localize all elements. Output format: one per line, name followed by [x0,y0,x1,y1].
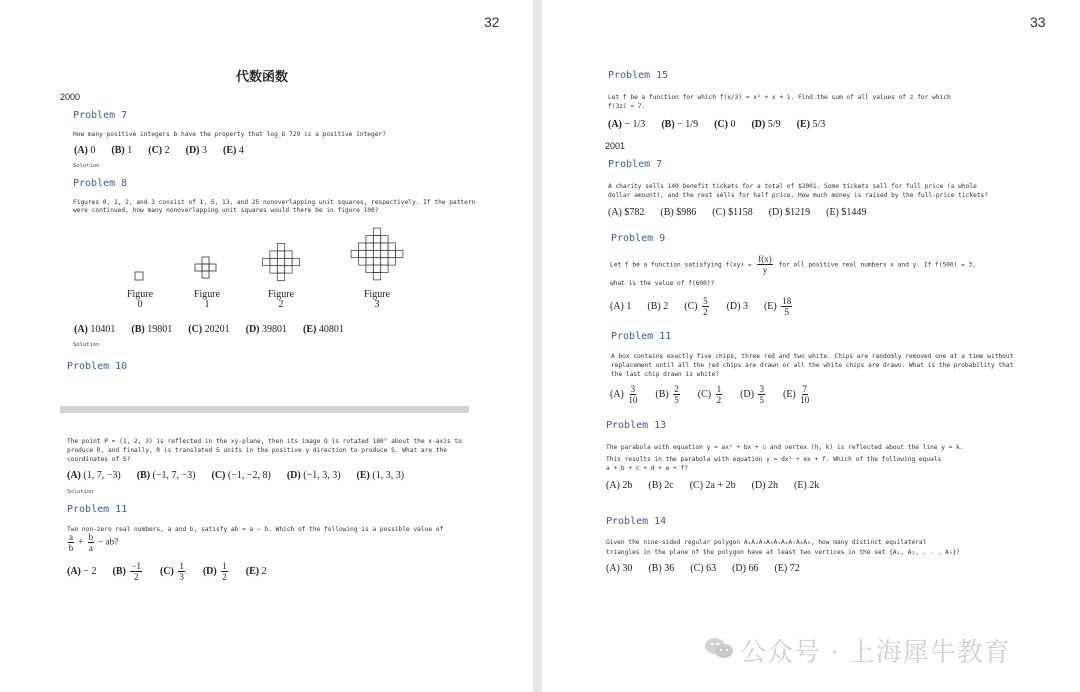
problem-title[interactable]: Problem 7 [73,110,128,121]
year-label: 2001 [605,141,626,151]
year-label: 2000 [60,92,81,102]
choice-letter: (B) [648,563,665,574]
unit-square [388,258,395,265]
answer-choice[interactable] [111,145,132,156]
choice-fraction: $\frac{1}{2}$ [716,384,722,405]
problem-text: A box contains exactly five chips, three red and two white. Chips are randomly removed one at a time without [611,353,1014,360]
problem-title[interactable]: Problem 11 [611,331,672,342]
choice-letter: (B) [661,119,678,130]
unit-square [373,265,380,272]
problem-text: The parabola with equation y = ax² + bx + c and vertex (h, k) is reflected about the line y = k. [606,444,964,451]
choice-letter: (D) [751,480,768,491]
answer-choice[interactable] [660,207,696,218]
figure-label: Figure 2 [267,289,295,310]
choice-letter: (C) [159,565,177,577]
unit-square [351,250,358,257]
choice-letter: (E) [794,480,810,491]
answer-choice[interactable] [74,324,115,335]
choice-value: 19801 [147,324,173,335]
problem-text: Let f be a function for which f(x/3) = x² + x + 1. Find the sum of all values of z for which [608,94,951,101]
choice-letter: (B) [647,300,664,312]
choice-value: $1158 [728,207,753,218]
choice-letter: (C) [690,563,707,574]
choice-value: 0 [90,145,96,156]
answer-choice[interactable] [794,480,819,491]
answer-choice[interactable] [610,301,631,312]
choice-value: 2a + 2b [705,480,736,491]
choice-letter: (C) [697,388,714,400]
problem-title[interactable]: Problem 9 [611,233,666,244]
unit-square [366,250,373,257]
choice-letter: (B) [660,207,677,218]
problem-text: A charity sells 140 benefit tickets for a total of $2001. Some tickets sell for full price (a whole [608,183,977,190]
problem-text: Figures 0, 1, 2, and 3 consist of 1, 5, 13, and 25 nonoverlapping unit squares, respectively. If the pattern [73,199,476,206]
choice-value: (1, 7, −3) [83,470,121,481]
problem-title[interactable]: Problem 8 [73,178,128,189]
answer-choice[interactable] [727,301,748,312]
watermark-text: 公众号 · 上海犀牛教育 [740,638,1011,668]
figure-1-squares [195,257,216,278]
choice-fraction: $\frac{2}{5}$ [674,384,679,405]
answer-choice[interactable] [246,566,267,577]
choice-value: 40801 [318,324,344,335]
answer-choice[interactable] [67,566,97,577]
choice-letter: (B) [136,470,153,481]
answer-choice[interactable] [112,561,144,582]
unit-square [373,228,380,235]
choice-value: 4 [238,145,244,156]
choice-value: 10401 [90,324,116,335]
problem-text: were continued, how many nonoverlapping unit squares would there be in figure 100? [73,207,379,214]
figure-0-squares [135,272,143,280]
answer-choice[interactable] [159,561,187,582]
answer-choice[interactable] [357,470,405,481]
unit-square [381,236,388,243]
answer-choice[interactable] [648,480,673,491]
answer-choice[interactable] [826,207,866,218]
choice-letter: (C) [684,300,701,312]
choice-letter: (C) [188,324,205,335]
choice-value: 5/9 [767,119,781,130]
choice-letter: (A) [608,207,625,218]
answer-choice[interactable] [655,384,681,405]
choice-value: 2b [622,480,633,491]
choice-letter: (D) [202,565,220,577]
problem-text: a + b + c + d + e + f? [606,465,688,472]
answer-choices [606,480,835,491]
choice-letter: (D) [286,470,304,481]
choice-fraction: $\frac{5}{2}$ [703,296,708,317]
choice-letter: (E) [356,470,373,481]
choice-letter: (E) [763,300,780,312]
answer-choice[interactable] [712,207,752,218]
problem-text: Two non-zero real numbers, a and b, satisfy ab = a − b. Which of the following is a possible value of [67,526,444,533]
page-separator [60,406,469,413]
problem-text: triangles in the plane of the polygon have at least two vertices in the set {A₁, A₂, . . . A₉}? [606,549,960,556]
choice-letter: (D) [185,145,203,156]
choice-value: 63 [706,563,717,574]
choice-value: (1, 3, 3) [372,470,405,481]
answer-choice[interactable] [606,563,632,574]
unit-square [381,265,388,272]
problem-title[interactable]: Problem 11 [67,504,128,515]
choice-letter: (B) [648,480,665,491]
choice-letter: (A) [67,470,84,481]
choice-value: 1 [127,145,133,156]
unit-square [277,266,284,273]
choice-value: 5/3 [812,119,826,130]
choice-value: 20201 [204,324,230,335]
choice-letter: (A) [610,388,627,400]
unit-square [270,266,277,273]
choice-value: − 1/3 [624,119,646,130]
unit-square [366,258,373,265]
unit-square [388,250,395,257]
solution-link[interactable]: Solution [67,489,94,495]
choice-value: 2k [809,480,820,491]
unit-square [263,258,270,265]
answer-choice[interactable] [732,563,758,574]
unit-square [373,250,380,257]
answer-choice[interactable] [648,563,674,574]
choice-letter: (E) [782,388,799,400]
choice-value: 36 [664,563,675,574]
choice-value: 39801 [262,324,288,335]
answer-choices [606,563,816,574]
problem-text: This results in the parabola with equation y = dx² + ex + f. Which of the following equals [606,456,942,463]
choice-letter: (E) [223,145,239,156]
answer-choice[interactable] [661,119,698,130]
choice-value: − 1/9 [677,119,699,130]
choice-letter: (D) [726,300,743,312]
choice-value: − 2 [83,565,97,577]
choice-letter: (D) [768,207,786,218]
unit-square [285,251,292,258]
choice-fraction: $\frac{3}{10}$ [628,384,638,405]
choice-letter: (C) [689,480,706,491]
choice-value: 0 [730,119,736,130]
answer-choice[interactable] [690,480,736,491]
unit-square [285,266,292,273]
choice-value: 3 [202,145,208,156]
choice-value: 3 [742,300,748,312]
choice-fraction: $\frac{1}{3}$ [179,561,184,582]
choice-letter: (E) [796,119,813,130]
unit-square [270,251,277,258]
choice-letter: (D) [245,324,263,335]
problem-text: dollar amount), and the rest sells for half price. How much money is raised by the full-price tickets? [608,192,988,199]
choice-letter: (B) [111,145,128,156]
problem-text: what is the value of f(600)? [610,280,715,287]
solution-link[interactable]: Solution [73,163,100,169]
figure-2-squares [263,244,300,281]
unit-square [381,258,388,265]
choice-letter: (A) [606,563,623,574]
figure-3-squares [351,228,403,280]
choice-letter: (A) [608,119,625,130]
choice-value: 2h [768,480,778,491]
choice-letter: (E) [303,324,319,335]
answer-choice[interactable] [684,296,710,317]
answer-choice[interactable] [714,119,735,130]
choice-value: 30 [622,563,633,574]
choice-value: $1219 [785,207,811,218]
unit-square [277,273,284,280]
answer-choice[interactable] [287,470,341,481]
choice-value: (−1, 3, 3) [303,470,341,481]
choice-value: 72 [789,563,800,574]
left-page [0,0,533,692]
math-expression: $\frac{a}{b}$ + $\frac{b}{a}$ − ab? [68,532,119,553]
unit-square [359,250,366,257]
answer-choice[interactable] [608,207,644,218]
choice-value: 1 [626,300,632,312]
figure-label: Figure 0 [126,289,154,310]
choice-value: 2 [164,145,170,156]
choice-fraction: $\frac{3}{5}$ [759,384,764,405]
unit-square [277,244,284,251]
answer-choice[interactable] [188,324,229,335]
unit-square [381,243,388,250]
unit-square [292,258,299,265]
answer-choices [610,296,810,317]
answer-choice[interactable] [303,324,344,335]
choice-letter: (C) [714,119,731,130]
unit-square [373,273,380,280]
answer-choice[interactable] [202,561,230,582]
problem-text: Let f be a function satisfying f(xy) = $\frac{f(x)}{y}$ for all positive real numbers x and y. If f(500) = 3, [610,254,976,275]
problem-title[interactable]: Problem 15 [608,70,669,81]
unit-square [366,236,373,243]
answer-choice[interactable] [148,145,169,156]
unit-square [366,265,373,272]
problem-text: coordinates of S? [67,456,131,463]
answer-choices [610,384,827,405]
choice-letter: (E) [774,563,790,574]
answer-choice[interactable] [697,384,724,405]
choice-letter: (D) [740,388,757,400]
answer-choice[interactable] [74,145,95,156]
answer-choice[interactable] [246,324,287,335]
answer-choice[interactable] [608,119,645,130]
choice-letter: (B) [131,324,148,335]
choice-letter: (D) [751,119,768,130]
unit-square [366,243,373,250]
problem-text: replacement until all the red chips are drawn or all the white chips are drawn. What is the probability that [611,362,1014,369]
answer-choice[interactable] [774,563,799,574]
unit-square [285,258,292,265]
choice-value: $782 [624,207,645,218]
unit-square [373,236,380,243]
choice-letter: (B) [655,388,672,400]
section-heading: 代数函数 [236,70,289,85]
choice-letter: (A) [67,565,84,577]
problem-title[interactable]: Problem 14 [606,516,667,527]
choice-letter: (A) [74,145,91,156]
page-number: 32 [484,14,500,30]
answer-choices [74,324,360,335]
unit-square [277,258,284,265]
choice-value: 2c [664,480,674,491]
wechat-icon [704,636,734,660]
unit-square [388,243,395,250]
choice-fraction: $\frac{-1}{2}$ [131,561,141,582]
choice-fraction: $\frac{18}{5}$ [782,296,792,317]
unit-square [359,258,366,265]
figures-illustration [120,226,420,286]
answer-choices [74,145,260,156]
problem-text: the last chip drawn is white? [611,371,720,378]
choice-value: $1449 [841,207,867,218]
choice-letter: (C) [712,207,729,218]
unit-square [373,258,380,265]
choice-value: (−1, −2, 8) [227,470,271,481]
answer-choice[interactable] [137,470,196,481]
figure-label: Figure 1 [193,289,221,310]
unit-square [381,250,388,257]
choice-letter: (A) [74,324,91,335]
answer-choice[interactable] [186,145,207,156]
problem-title[interactable]: Problem 13 [606,420,667,431]
right-page [542,0,1080,692]
answer-choice[interactable] [690,563,716,574]
answer-choice[interactable] [212,470,271,481]
answer-choice[interactable] [751,119,780,130]
answer-choice[interactable] [647,301,668,312]
answer-choice[interactable] [131,324,172,335]
choice-fraction: $\frac{1}{2}$ [222,561,227,582]
choice-letter: (C) [211,470,228,481]
unit-square [270,258,277,265]
answer-choice[interactable] [610,384,639,405]
unit-square [359,243,366,250]
choice-value: 2 [261,565,267,577]
answer-choice[interactable] [797,119,826,130]
answer-choices [608,119,841,130]
answer-choice[interactable] [763,296,794,317]
answer-choice[interactable] [782,384,811,405]
choice-letter: (D) [732,563,749,574]
answer-choice[interactable] [769,207,810,218]
choice-letter: (B) [112,565,129,577]
unit-square [373,243,380,250]
problem-text: How many positive integers b have the property that log_b 729 is a positive integer? [73,131,386,138]
choice-letter: (E) [826,207,842,218]
answer-choice[interactable] [740,384,767,405]
problem-text: produce R, and finally, R is translated 5 units in the positive y direction to produce S. What are the [67,447,447,454]
choice-value: 66 [748,563,759,574]
choice-letter: (A) [606,480,623,491]
answer-choice[interactable] [752,480,778,491]
answer-choices [608,207,882,218]
problem-title[interactable]: Problem 7 [608,159,663,170]
page-number: 33 [1030,14,1046,30]
answer-choices [67,561,283,582]
problem-text: Given the nine-sided regular polygon A₁A₂A₃A₄A₅A₆A₇A₈A₉, how many distinct equilateral [606,539,927,546]
choice-letter: (A) [610,300,627,312]
problem-text: The point P = (1, 2, 3) is reflected in the xy-plane, then its image Q is rotated 180° about the x-axis to [67,438,462,445]
choice-letter: (E) [245,565,262,577]
choice-fraction: $\frac{7}{10}$ [800,384,810,405]
unit-square [277,251,284,258]
solution-link[interactable]: Solution [73,342,100,348]
answer-choice[interactable] [223,145,244,156]
choice-value: $986 [676,207,697,218]
unit-square [396,250,403,257]
figure-label: Figure 3 [363,289,391,310]
answer-choices [67,470,420,481]
choice-value: 2 [663,300,669,312]
problem-text: f(3z) = 7. [608,103,646,110]
answer-choice[interactable] [606,480,632,491]
choice-letter: (C) [148,145,165,156]
answer-choice[interactable] [67,470,121,481]
choice-value: (−1, 7, −3) [152,470,196,481]
problem-title[interactable]: Problem 10 [67,361,128,372]
